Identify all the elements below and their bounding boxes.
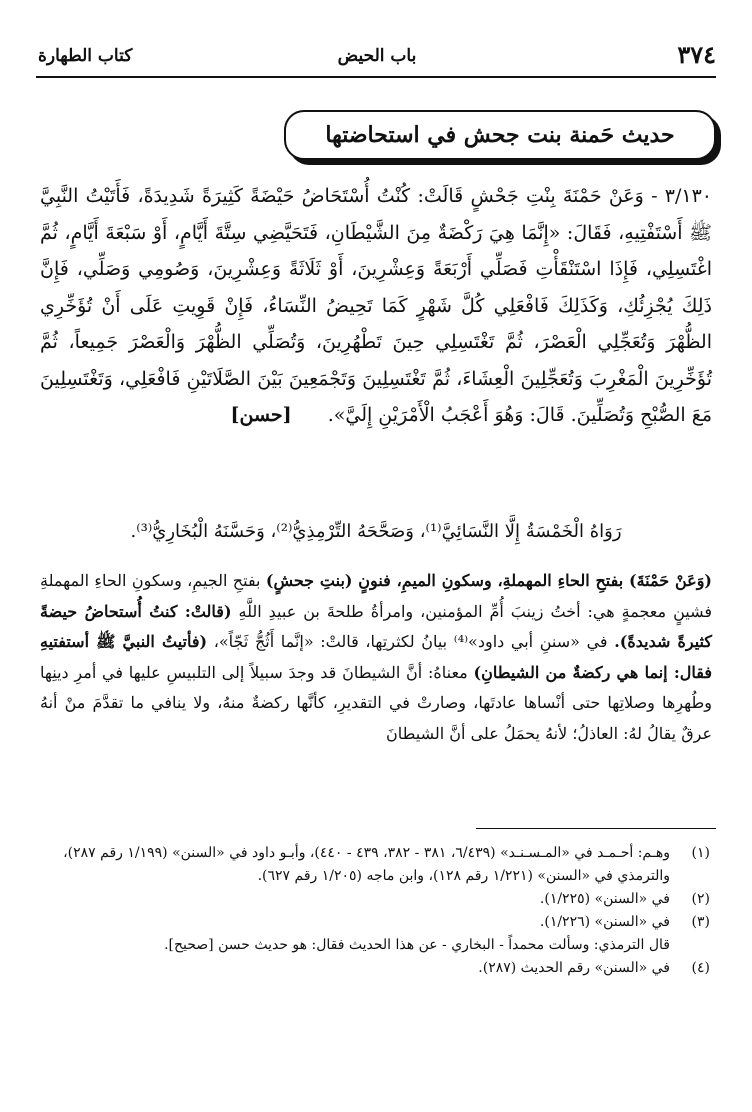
commentary-paragraph (40, 566, 712, 749)
footnote-text: قال الترمذي: وسألت محمداً - البخاري - عن هذا الحديث فقال: هو حديث حسن [صحيح]. (164, 937, 670, 953)
hadith-text-block (40, 178, 712, 434)
commentary-lemma: (بنتِ جحشٍ) (265, 571, 353, 590)
footnote-number: (١) (691, 845, 710, 861)
header-rule (36, 76, 716, 78)
footnote (40, 888, 712, 911)
footnotes (40, 842, 712, 980)
commentary-text: معناهُ: أنَّ الشيطانَ قد وجدَ سبيلاً إلى التلبيسِ عليها في أمرِ دينِها وطُهرِها وصلاتِها حتى أنْساها عادتَها، وصارتْ في التقديرِ، كأنَّها ركضةٌ منهُ، ولا ينافي ما تقدَّمَ منْ أنهُ عرقٌ يقالُ لهُ: العاذلُ؛ لأنهُ يحمَلُ على أنَّ الشيطانَ (40, 662, 712, 743)
page-header (38, 40, 716, 74)
footnote-rule (476, 828, 716, 829)
footnote-number: (٤) (691, 960, 710, 976)
commentary-lemma: (وَعَنْ حَمْنَةَ) بفتحِ الحاءِ المهملةِ، وسكونِ الميمِ، فنونٍ (352, 571, 712, 590)
footnote (40, 911, 712, 934)
commentary-lemma: (قالتْ: كنتُ أُستحاضُ حيضةً كثيرةً شديدةً). (40, 601, 712, 651)
footnote-number: (٢) (691, 891, 710, 907)
footnote-text: وهـم: أحـمـد في «المـسـنـد» (٦/٤٣٩، ٣٨١ - ٣٨٢، ٤٣٩ - ٤٤٠)، وأبـو داود في «السنن» (١/١٩٩ رقم ٢٨٧)، والترمذي في «السنن» (١/٢٢١ رقم ١٢٨)، وابن ماجه (١/٢٠٥ رقم ٦٢٧). (63, 845, 670, 884)
footnote-text: في «السنن» (١/٢٢٥). (539, 891, 670, 907)
page-number: ٣٧٤ (677, 40, 716, 69)
footnote-text: في «السنن» (١/٢٢٦). (539, 914, 670, 930)
footnote-text: في «السنن» رقم الحديث (٢٨٧). (478, 960, 670, 976)
footnote (40, 957, 712, 980)
hadith-grade: [حسن] (230, 404, 292, 426)
commentary-text: بفتحِ الجيمِ، وسكونِ الحاءِ المهملةِ فشينٍ معجمةٍ هي: أختُ زينبَ أُمِّ المؤمنين، وامرأةُ طلحةَ بن عبيدِ اللَّهِ (40, 571, 712, 621)
footnote-number: (٣) (691, 914, 710, 930)
footnote (40, 842, 712, 888)
section-title: حديث حَمنة بنت جحش في استحاضتها (284, 110, 716, 160)
book-title: كتاب الطهارة (38, 46, 133, 66)
narration-line: رَوَاهُ الْخَمْسَةُ إِلَّا النَّسَائِيَّ⁽¹⁾، وَصَحَّحَهُ التِّرْمِذِيُّ⁽²⁾، وَحَسَّنَهُ الْبُخَارِيُّ⁽³⁾. (130, 521, 622, 542)
commentary-lemma: (فأتيتُ النبيَّ ﷺ أستفتيهِ فقال: إنما هي ركضةٌ من الشيطانِ) (40, 632, 712, 682)
footnote (40, 934, 712, 957)
commentary-text: في «سننِ أبي داود»⁽⁴⁾ بيانُ لكثرتِها، قالتْ: «إنَّما أَثُجُّ ثَجّاً»، (207, 632, 608, 651)
hadith-text: ٣/١٣٠ - وَعَنْ حَمْنَةَ بِنْتِ جَحْشٍ قَالَتْ: كُنْتُ أُسْتَحَاضُ حَيْضَةً كَثِيرَةً شَدِيدَةً، فَأَتَيْتُ النَّبِيَّ ﷺ أَسْتَفْتِيهِ، فَقَالَ: «إِنَّمَا هِيَ رَكْضَةٌ مِنَ الشَّيْطَانِ، فَتَحَيَّضِي سِتَّةَ أَيَّامٍ، أَوْ سَبْعَةَ أَيَّامٍ، ثُمَّ اغْتَسِلِي، فَإِذَا اسْتَنْقَأْتِ فَصَلِّي أَرْبَعَةً وَعِشْرِينَ، أَوْ ثَلَاثَةً وَعِشْرِينَ، وَصُومِي وَصَلِّي، فَإِنَّ ذَلِكَ يُجْزِئُكِ، وَكَذَلِكَ فَافْعَلِي كُلَّ شَهْرٍ كَمَا تَحِيضُ النِّسَاءُ، فَإِنْ قَوِيتِ عَلَى أَنْ تُؤَخِّرِي الظُّهْرَ وَتُعَجِّلِي الْعَصْرَ، ثُمَّ تَغْتَسِلِي حِينَ تَطْهُرِينَ، وَتُصَلِّي الظُّهْرَ وَالْعَصْرَ جَمِيعاً، ثُمَّ تُؤَخِّرِينَ الْمَغْرِبَ وَتُعَجِّلِينَ الْعِشَاءَ، ثُمَّ تَغْتَسِلِينَ وَتَجْمَعِينَ بَيْنَ الصَّلَاتَيْنِ فَافْعَلِي، وَتَغْتَسِلِينَ مَعَ الصُّبْحِ وَتُصَلِّينَ. قَالَ: وَهُوَ أَعْجَبُ الْأَمْرَيْنِ إِلَيَّ». (40, 185, 712, 426)
chapter-title: باب الحيض (337, 46, 417, 66)
